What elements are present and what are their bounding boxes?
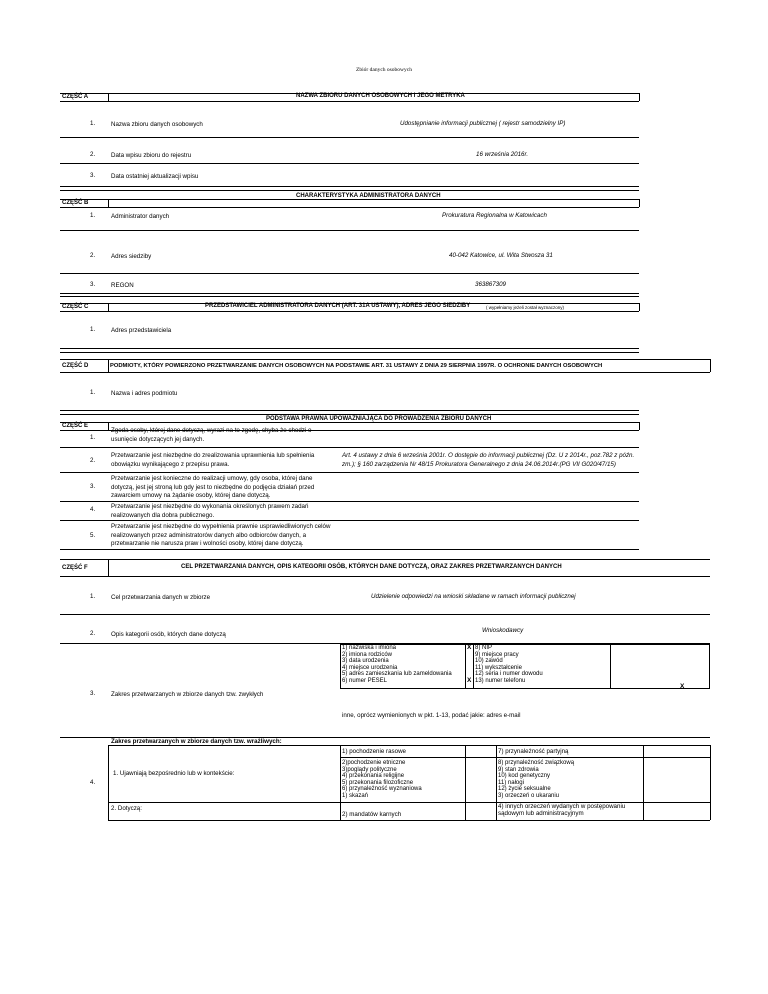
list-item: 1) pochodzenie rasowe [342, 748, 406, 755]
ordinary-data-list-left [342, 645, 452, 685]
list-item: 8) przynależność związkową [498, 760, 575, 766]
divider [60, 549, 639, 550]
row-value: Wnioskodawcy [482, 627, 524, 634]
divider [473, 644, 474, 689]
row-number: 1. [90, 389, 96, 396]
divider [60, 230, 639, 231]
divider [60, 190, 639, 191]
list-item: 2) imiona rodziców [342, 651, 393, 658]
row-label: Przetwarzanie jest niezbędne do wypełnienia prawnie usprawiedliwionych celów realizowanych przez administratorów danych albo odbiorców danych, a przetwarzanie nie narusza praw i wolności osoby, której dane dotyczą. [111, 523, 331, 547]
list-item: 1) nazwiska i imiona [342, 645, 397, 651]
list-item: 4) miejsce urodzenia [342, 664, 398, 671]
row-number: 3. [90, 281, 96, 288]
list-item: 1) skazań [342, 792, 369, 799]
list-item: 6) numer PESEL [342, 677, 388, 684]
list-item: 10) zawód [475, 658, 503, 665]
row-label: Zakres przetwarzanych w zbiorze danych tzw. zwykłych [111, 691, 264, 698]
list-item: 3) data urodzenia [342, 658, 389, 665]
row-number: 1. [90, 434, 96, 441]
divider [108, 820, 710, 821]
row-number: 1. [90, 326, 96, 333]
divider [60, 472, 639, 473]
divider [710, 745, 711, 820]
row-value: 16 września 2016r. [476, 151, 529, 158]
divider [108, 745, 109, 820]
sensitive-list-right [498, 760, 574, 800]
list-item: 5) przekonania filozoficzne [342, 779, 414, 786]
check-mark: X [467, 644, 472, 651]
list-item: 3)poglądy polityczne [342, 766, 397, 773]
row-number: 5. [90, 532, 96, 539]
divider [108, 422, 109, 430]
ordinary-data-list-right [475, 645, 543, 685]
list-item: 9) miejsce pracy [475, 651, 519, 658]
check-mark: X [467, 677, 472, 684]
divider [108, 745, 710, 746]
row-value: Art. 4 ustawy z dnia 6 września 2001r. O dostępie do informacji publicznej (Dz. U z 2014r., poz.782 z późn. zm.); § 160 zarządzenia Nr 48/15 Prokuratora Generalnego z dnia 24.06.2014r.(PG VII G020/47/15) [342, 452, 635, 468]
divider [60, 273, 639, 274]
row-number: 3. [90, 172, 96, 179]
row-value: Prokuratura Regionalna w Katowicach [442, 212, 547, 219]
row-value: Udostępnianie informacji publicznej ( rejestr samodzielny IP) [400, 120, 566, 127]
divider [60, 614, 710, 615]
part-c-note: ( wypełniamy jeżeli został wyznaczony) [486, 305, 565, 310]
row-number: 3. [90, 483, 96, 490]
divider [108, 199, 109, 207]
divider [60, 447, 639, 448]
divider [710, 359, 711, 372]
row-number: 2. [90, 252, 96, 259]
divider [60, 422, 639, 423]
part-d-label: CZĘŚĆ D [62, 363, 89, 369]
part-c-title: PRZEDSTAWICIEL ADMINISTRATORA DANYCH (ART. 31A USTAWY), ADRES JEGO SIEDZIBY [205, 303, 471, 309]
list-item: 2) mandatów karnych [342, 811, 402, 818]
divider [60, 137, 639, 138]
divider [108, 303, 109, 311]
list-item: 10) kod genetyczny [498, 773, 551, 780]
row-label: Adres siedziby [111, 253, 152, 260]
row-label: Przetwarzanie jest niezbędne do zrealizowania uprawnienia lub spełnienia obowiązku wynikającego z przepisu prawa. [111, 452, 315, 468]
row-number: 1. [90, 593, 96, 600]
list-item: 11) wykształcenie [475, 664, 522, 671]
divider [60, 101, 639, 102]
part-b-label: CZĘŚĆ B [62, 200, 89, 206]
part-d-title: PODMIOTY, KTÓRY POWIERZONO PRZETWARZANIE DANYCH OSOBOWYCH NA PODSTAWIE ART. 31 USTAWY Z DNIA 29 SIERPNIA 1997R. O OCHRONIE DANYCH OSOBOWYCH [110, 363, 603, 369]
part-a-label: CZĘŚĆ A [62, 94, 89, 100]
row-label: Nazwa i adres podmiotu [111, 390, 178, 397]
divider [60, 296, 639, 297]
sensitive-list-left [342, 760, 422, 800]
divider [60, 293, 639, 294]
list-item: 2)pochodzenie etniczne [342, 760, 406, 766]
other-data-text: inne, oprócz wymienionych w pkt. 1-13, podać jakie: adres e-mail [342, 712, 521, 719]
sensitive-context-label: 1. Ujawniają bezpośrednio lub w kontekście: [113, 770, 235, 777]
part-e-label: CZĘŚĆ E [62, 423, 89, 429]
part-b-title: CHARAKTERYSTYKA ADMINISTRATORA DANYCH [296, 193, 441, 199]
divider [60, 501, 639, 502]
divider [610, 644, 611, 689]
divider [108, 93, 109, 101]
part-c-label: CZĘŚĆ C [62, 304, 89, 310]
divider [639, 199, 640, 207]
row-number: 1. [90, 120, 96, 127]
divider [60, 348, 639, 349]
row-number: 4. [90, 779, 96, 786]
divider [60, 186, 639, 187]
divider [60, 410, 639, 411]
divider [639, 303, 640, 311]
divider [60, 207, 639, 208]
divider [60, 311, 639, 312]
divider [60, 372, 710, 373]
list-item: 6) przynależność wyznaniowa [342, 786, 422, 793]
list-item: 7) przynależność partyjną [498, 748, 569, 755]
row-label: REGON [111, 282, 134, 289]
divider [60, 163, 639, 164]
row-label: Przetwarzanie jest konieczne do realizacji umowy, gdy osoba, której dane dotyczą, jest jej stroną lub gdy jest to niezbędne do podjęcia działań przed zawarciem umowy na żądanie osoby, której dane dotyczą. [111, 475, 315, 499]
part-e-title: PODSTAWA PRAWNA UPOWAŻNIAJĄCA DO PROWADZENIA ZBIORU DANYCH [266, 416, 492, 422]
row-label: Administrator danych [111, 213, 170, 220]
divider [340, 757, 710, 758]
list-item: 4) przekonania religijne [342, 773, 405, 780]
check-mark: X [680, 683, 685, 690]
row-label: Cel przetwarzania danych w zbiorze [111, 594, 211, 601]
row-number: 1. [90, 212, 96, 219]
document-header: Zbiór danych osobowych [356, 67, 412, 73]
list-item: 4) innych orzeczeń wydanych w postępowaniu sądowym lub administracyjnym [498, 803, 626, 817]
row-label: Przetwarzanie jest niezbędne do wykonania określonych prawem zadań realizowanych dla dobra publicznego. [111, 503, 309, 519]
row-label: Data wpisu zbioru do rejestru [111, 152, 192, 159]
row-number: 4. [90, 506, 96, 513]
row-label: Nazwa zbioru danych osobowych [111, 121, 203, 128]
divider [465, 644, 466, 689]
divider [60, 520, 639, 521]
divider [60, 199, 639, 200]
row-label: Opis kategorii osób, których dane dotyczą [111, 631, 226, 638]
part-a-title: NAZWA ZBIORU DANYCH OSOBOWYCH I JEGO METRYKA [296, 93, 465, 99]
row-number: 2. [90, 457, 96, 464]
divider [60, 359, 710, 360]
row-value: 40-042 Katowice, ul. Wita Stwosza 31 [449, 252, 553, 259]
row-number: 3. [90, 690, 96, 697]
list-item: 3) orzeczeń o ukaraniu [498, 792, 560, 799]
part-f-title: CEL PRZETWARZANIA DANYCH, OPIS KATEGORII OSÓB, KTÓRYCH DANE DOTYCZĄ, ORAZ ZAKRES PRZETWARZANYCH DANYCH [181, 564, 562, 570]
sensitive-concern-label: 2. Dotyczą: [111, 805, 142, 812]
row-value: 363867309 [475, 281, 506, 288]
list-item: 5) adres zamieszkania lub zameldowania [342, 671, 452, 678]
row-number: 2. [90, 151, 96, 158]
list-item: 9) stan zdrowia [498, 766, 539, 773]
list-item: 13) numer telefonu [475, 677, 526, 684]
divider [639, 93, 640, 101]
divider [639, 422, 640, 430]
row-label: Data ostatniej aktualizacji wpisu [111, 173, 199, 180]
part-f-label: CZĘŚĆ F [62, 565, 88, 571]
divider [60, 352, 639, 353]
list-item: 8) NIP [475, 645, 493, 651]
divider [108, 559, 109, 576]
divider [60, 414, 639, 415]
row-label: Adres przedstawiciela [111, 327, 172, 334]
list-item: 12) seria i numer dowodu [475, 671, 543, 678]
divider [60, 576, 710, 577]
row-label: Zgoda osoby, której dane dotyczą, wyrazi na to zgodę, chyba że chodzi o usunięcie dotyczących jej danych. [111, 427, 312, 443]
list-item: 11) nałogi [498, 779, 524, 786]
row-value: Udzielenie odpowiedzi na wnioski składane w ramach informacji publicznej [371, 593, 576, 600]
divider [60, 559, 710, 560]
sensitive-data-title: Zakres przetwarzanych w zbiorze danych tzw. wrażliwych: [111, 738, 282, 745]
divider [108, 359, 109, 372]
row-number: 2. [90, 630, 96, 637]
list-item: 12) życie seksualne [498, 786, 551, 793]
